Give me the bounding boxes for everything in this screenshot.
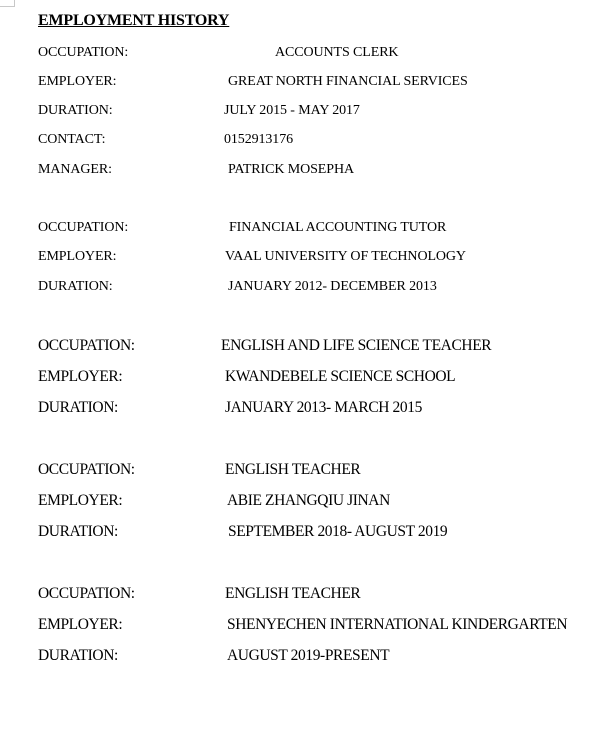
employer-label: EMPLOYER: — [38, 492, 123, 509]
manager-value: PATRICK MOSEPHA — [228, 162, 354, 177]
duration-value: AUGUST 2019-PRESENT — [227, 647, 390, 664]
employer-value: ABIE ZHANGQIU JINAN — [227, 492, 390, 509]
duration-label: DURATION: — [38, 103, 113, 118]
occupation-label: OCCUPATION: — [38, 585, 135, 602]
occupation-label: OCCUPATION: — [38, 220, 129, 235]
employer-value: VAAL UNIVERSITY OF TECHNOLOGY — [225, 249, 466, 264]
employer-value: KWANDEBELE SCIENCE SCHOOL — [225, 368, 456, 385]
employer-value: GREAT NORTH FINANCIAL SERVICES — [228, 74, 468, 89]
occupation-value: ENGLISH AND LIFE SCIENCE TEACHER — [221, 337, 492, 354]
manager-label: MANAGER: — [38, 162, 112, 177]
duration-value: SEPTEMBER 2018- AUGUST 2019 — [228, 523, 448, 540]
occupation-value: ENGLISH TEACHER — [225, 461, 361, 478]
employer-label: EMPLOYER: — [38, 249, 117, 264]
occupation-label: OCCUPATION: — [38, 337, 135, 354]
employer-label: EMPLOYER: — [38, 616, 123, 633]
employer-label: EMPLOYER: — [38, 368, 123, 385]
occupation-label: OCCUPATION: — [38, 45, 129, 60]
occupation-label: OCCUPATION: — [38, 461, 135, 478]
section-title: EMPLOYMENT HISTORY — [38, 12, 230, 29]
duration-value: JANUARY 2012- DECEMBER 2013 — [228, 279, 437, 294]
occupation-value: FINANCIAL ACCOUNTING TUTOR — [229, 220, 447, 235]
duration-label: DURATION: — [38, 523, 118, 540]
contact-label: CONTACT: — [38, 132, 106, 147]
employer-value: SHENYECHEN INTERNATIONAL KINDERGARTEN — [227, 616, 568, 633]
contact-value: 0152913176 — [224, 132, 294, 147]
duration-label: DURATION: — [38, 279, 113, 294]
occupation-value: ENGLISH TEACHER — [225, 585, 361, 602]
employer-label: EMPLOYER: — [38, 74, 117, 89]
duration-label: DURATION: — [38, 647, 118, 664]
duration-value: JULY 2015 - MAY 2017 — [224, 103, 360, 118]
duration-label: DURATION: — [38, 399, 118, 416]
duration-value: JANUARY 2013- MARCH 2015 — [225, 399, 422, 416]
page-corner-mark — [0, 0, 15, 7]
occupation-value: ACCOUNTS CLERK — [275, 45, 399, 60]
